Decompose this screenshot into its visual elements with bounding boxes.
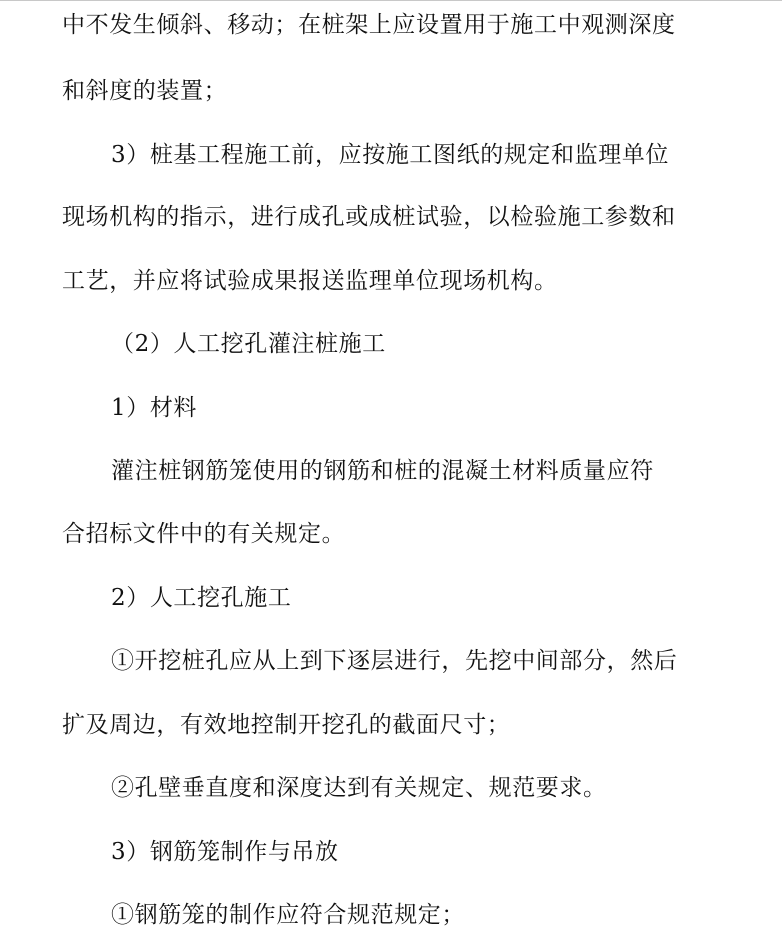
paragraph-line: 中不发生倾斜、移动；在桩架上应设置用于施工中观测深度	[62, 12, 676, 38]
paragraph-line: 灌注桩钢筋笼使用的钢筋和桩的混凝土材料质量应符	[111, 458, 654, 484]
list-item: ②孔壁垂直度和深度达到有关规定、规范要求。	[111, 775, 607, 801]
subsection-heading: 3）钢筋笼制作与吊放	[111, 839, 339, 865]
paragraph-line: 现场机构的指示，进行成孔或成桩试验，以检验施工参数和	[62, 204, 676, 230]
subsection-heading: 2）人工挖孔施工	[111, 585, 292, 611]
list-item: ①钢筋笼的制作应符合规范规定；	[111, 902, 465, 928]
paragraph-line: 和斜度的装置；	[62, 78, 228, 104]
paragraph-line: 合招标文件中的有关规定。	[62, 521, 346, 547]
section-heading: （2）人工挖孔灌注桩施工	[111, 331, 386, 357]
paragraph-line: 扩及周边，有效地控制开挖孔的截面尺寸；	[62, 712, 511, 738]
subsection-heading: 1）材料	[111, 395, 198, 421]
paragraph-line: 工艺，并应将试验成果报送监理单位现场机构。	[62, 268, 558, 294]
paragraph-line: 3）桩基工程施工前，应按施工图纸的规定和监理单位	[111, 142, 670, 168]
list-item: ①开挖桩孔应从上到下逐层进行，先挖中间部分，然后	[111, 648, 678, 674]
